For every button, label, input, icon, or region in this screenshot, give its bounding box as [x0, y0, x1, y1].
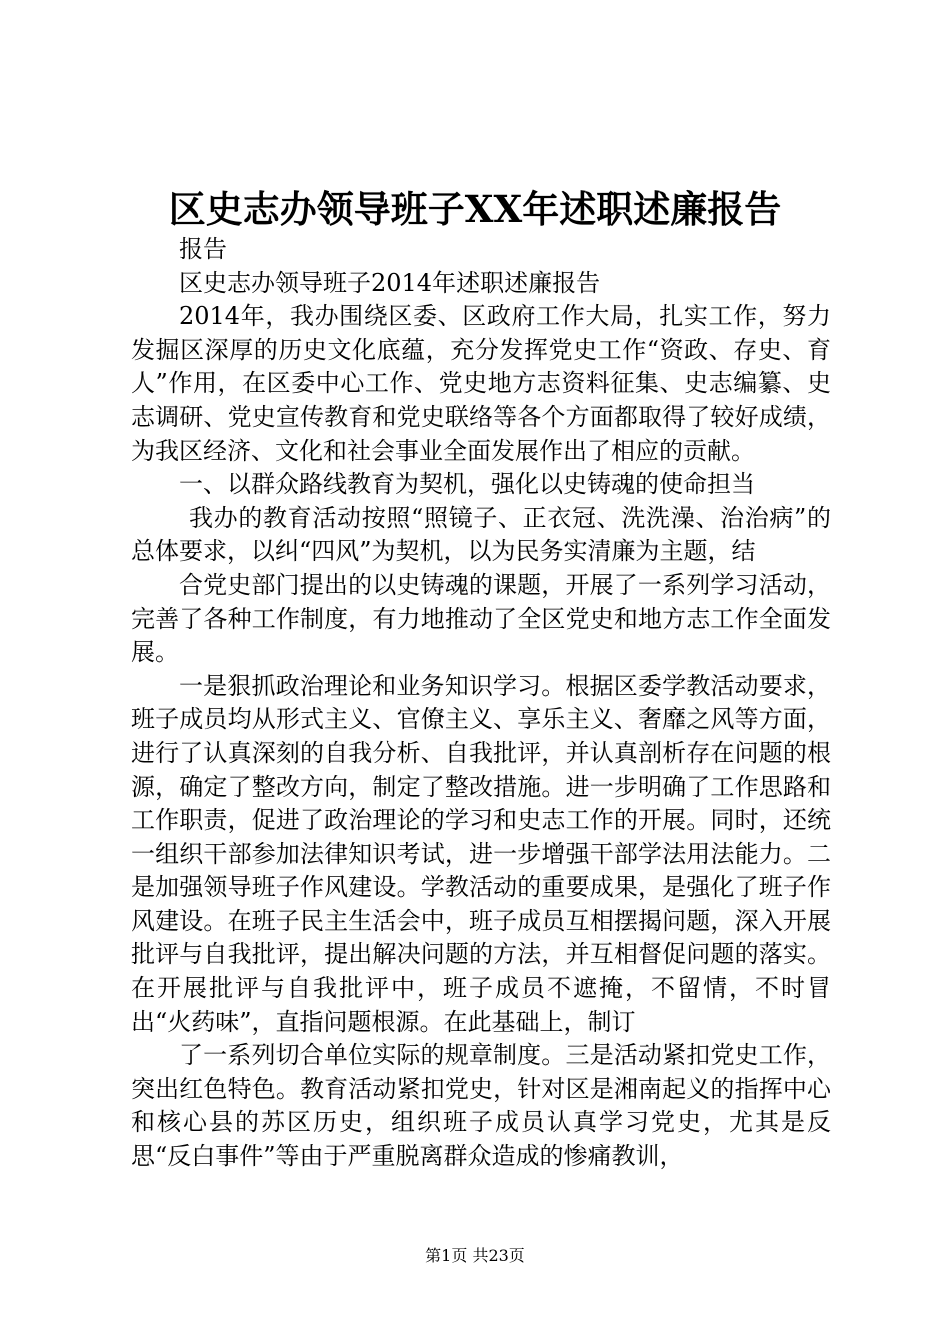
section-heading-1: 一、以群众路线教育为契机，强化以史铸魂的使命担当 [179, 470, 755, 499]
document-body [131, 233, 831, 1174]
paragraph-party-history-topic: 合党史部门提出的以史铸魂的课题，开展了一系列学习活动，完善了各种工作制度，有力地推动了全区党史和地方志工作全面发展。 [131, 570, 831, 667]
paragraph-report-subtitle: 区史志办领导班子2014年述职述廉报告 [179, 268, 601, 297]
page-number-footer: 第1页 共23页 [425, 1246, 525, 1265]
paragraph-intro: 2014年，我办围绕区委、区政府工作大局，扎实工作，努力发掘区深厚的历史文化底蕴，充分发挥党史工作“资政、存史、育人”作用，在区委中心工作、党史地方志资料征集、史志编纂、史志调研、党史宣传教育和党史联络等各个方面都取得了较好成绩，为我区经济、文化和社会事业全面发展作出了相应的贡献。 [131, 302, 831, 465]
paragraph-red-features: 了一系列切合单位实际的规章制度。三是活动紧扣党史工作，突出红色特色。教育活动紧扣党史，针对区是湘南起义的指挥中心和核心县的苏区历史，组织班子成员认真学习党史，尤其是反思“反白事件”等由于严重脱离群众造成的惨痛教训， [131, 1041, 831, 1171]
document-title: 区史志办领导班子XX年述职述廉报告 [168, 187, 782, 231]
paragraph-education-activity: 我办的教育活动按照“照镜子、正衣冠、洗洗澡、治治病”的总体要求，以纠“四风”为契机，以为民务实清廉为主题，结 [131, 503, 831, 566]
paragraph-report-label: 报告 [179, 235, 227, 263]
paragraph-political-study: 一是狠抓政治理论和业务知识学习。根据区委学教活动要求，班子成员均从形式主义、官僚主义、享乐主义、奢靡之风等方面，进行了认真深刻的自我分析、自我批评，并认真剖析存在问题的根源，确定了整改方向，制定了整改措施。进一步明确了工作思路和工作职责，促进了政治理论的学习和史志工作的开展。同时，还统一组织干部参加法律知识考试，进一步增强干部学法用法能力。二是加强领导班子作风建设。学教活动的重要成果，是强化了班子作风建设。在班子民主生活会中，班子成员互相摆揭问题，深入开展批评与自我批评，提出解决问题的方法，并互相督促问题的落实。在开展批评与自我批评中，班子成员不遮掩，不留情，不时冒出“火药味”，直指问题根源。在此基础上，制订 [131, 671, 831, 1036]
